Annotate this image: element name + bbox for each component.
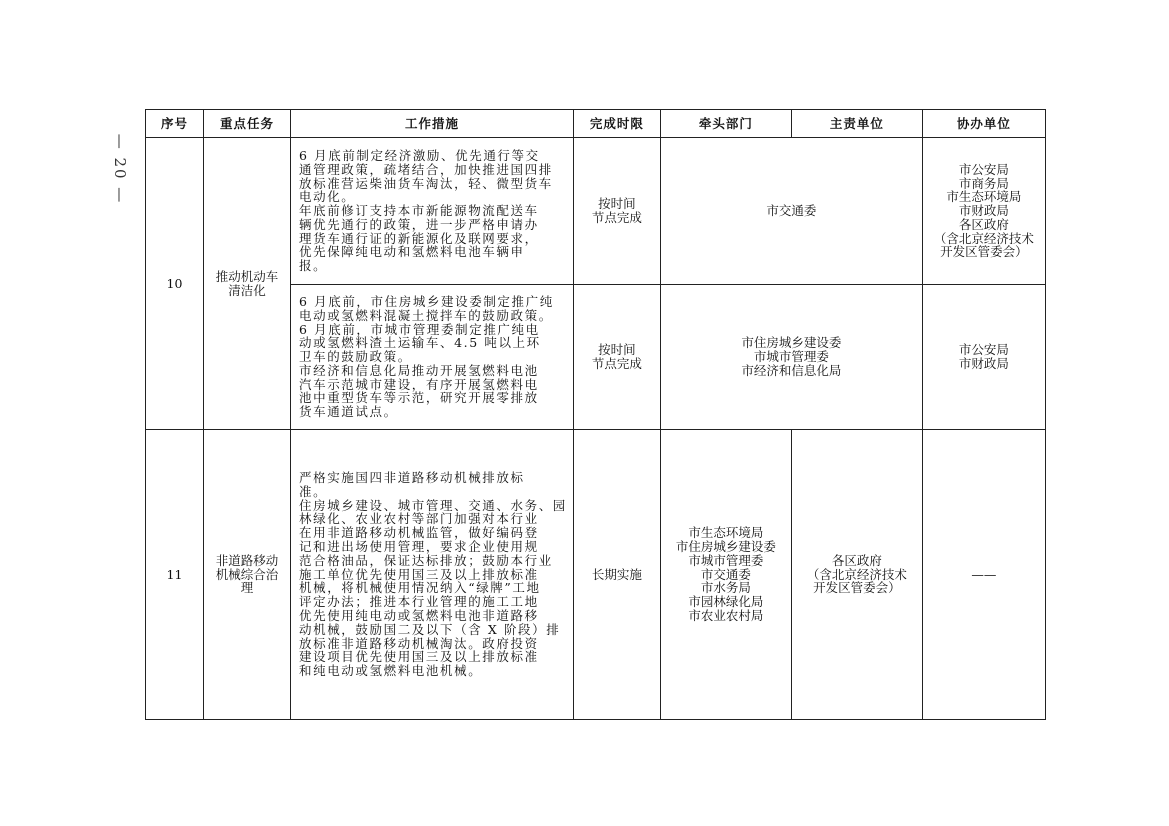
row-assist-unit <box>922 285 1045 430</box>
text-line: 6 月底前，市住房城乡建设委制定推广纯 <box>299 293 554 309</box>
text-line: 和纯电动或氢燃料电池机械。 <box>299 663 483 679</box>
text-line: 各区政府 <box>831 552 882 568</box>
text-line: 电动或氢燃料混凝土搅拌车的鼓励政策。 <box>299 307 553 323</box>
text-line: 理货车通行证的新能源化及联网要求， <box>299 230 539 246</box>
text-line: 报。 <box>299 258 328 274</box>
text-line: 市水务局 <box>700 580 751 596</box>
text-line: 长期实施 <box>591 566 642 582</box>
row-measures <box>291 285 574 430</box>
text-line: 推动机动车 <box>215 268 279 284</box>
text-line: 市交通委 <box>700 566 751 582</box>
text-line: 市经济和信息化局 <box>741 362 842 378</box>
row-number: 11 <box>146 430 204 720</box>
text-line: 市城市管理委 <box>688 552 764 568</box>
text-line: 动机械，鼓励国二及以下（含 X 阶段）排 <box>299 621 561 637</box>
row-deadline <box>573 138 660 285</box>
text-line: 市公安局 <box>958 342 1009 358</box>
text-line: 年底前修订支持本市新能源物流配送车 <box>299 203 539 219</box>
text-line: 记和进出场使用管理，要求企业使用规 <box>299 539 539 554</box>
text-line: 市城市管理委 <box>753 349 829 365</box>
row-task <box>204 138 291 430</box>
text-line: 动或氢燃料渣土运输车、4.5 吨以上环 <box>299 335 541 351</box>
text-line: 放标准营运柴油货车淘汰，轻、微型货车 <box>299 175 553 191</box>
text-line: 汽车示范城市建设，有序开展氢燃料电 <box>299 376 539 392</box>
text-line: 机械，将机械使用情况纳入“绿牌”工地 <box>299 580 541 596</box>
text-line: 市财政局 <box>958 203 1009 219</box>
text-line: 建设项目优先使用国三及以上排放标准 <box>299 649 539 665</box>
row-task <box>204 430 291 720</box>
row-measures <box>291 430 574 720</box>
text-line: 市交通委 <box>766 203 817 219</box>
text-line: 清洁化 <box>228 282 266 298</box>
header-deadline: 完成时限 <box>573 110 660 138</box>
header-measures: 工作措施 <box>291 110 574 138</box>
row-number: 10 <box>146 138 204 430</box>
text-line: 评定办法；推进本行业管理的施工工地 <box>299 594 539 610</box>
text-line: 卫车的鼓励政策。 <box>299 349 412 365</box>
text-line: 市商务局 <box>958 175 1009 191</box>
text-line: 市经济和信息化局推动开展氢燃料电池 <box>299 362 539 378</box>
text-line: 辆优先通行的政策，进一步严格申请办 <box>299 216 539 232</box>
text-line: 各区政府 <box>958 216 1009 232</box>
table-header-row <box>146 110 1046 138</box>
page-number: — 20 — <box>111 133 129 205</box>
row-deadline <box>573 285 660 430</box>
text-line: 放标准非道路移动机械淘汰。政府投资 <box>299 635 539 651</box>
text-line: 6 月底前制定经济激励、优先通行等交 <box>299 147 540 163</box>
row-lead-dept <box>660 430 791 720</box>
row-deadline <box>573 430 660 720</box>
task-table <box>145 109 1046 720</box>
text-line: —— <box>971 566 997 582</box>
text-line: 通管理政策，疏堵结合，加快推进国四排 <box>299 161 553 177</box>
table-row <box>146 430 1046 720</box>
table-row <box>146 138 1046 285</box>
text-line: 市生态环境局 <box>688 525 764 541</box>
text-line: 严格实施国四非道路移动机械排放标 <box>299 470 525 486</box>
row-assist-unit <box>922 138 1045 285</box>
text-line: 货车通道试点。 <box>299 404 398 420</box>
text-line: 节点完成 <box>591 356 642 371</box>
text-line: 准。 <box>299 483 328 499</box>
text-line: 优先保障纯电动和氢燃料电池车辆申 <box>299 244 525 260</box>
text-line: 市住房城乡建设委 <box>741 335 842 351</box>
text-line: 市住房城乡建设委 <box>675 539 776 554</box>
header-number: 序号 <box>146 110 204 138</box>
text-line: 市公安局 <box>958 161 1009 177</box>
text-line: 范合格油品，保证达标排放；鼓励本行业 <box>299 552 553 568</box>
header-main-unit: 主责单位 <box>791 110 922 138</box>
text-line: （含北京经济技术 <box>933 230 1034 246</box>
row-lead-dept <box>660 285 922 430</box>
text-line: 理 <box>240 580 254 596</box>
row-main-unit <box>791 430 922 720</box>
text-line: 在用非道路移动机械监管，做好编码登 <box>299 525 539 541</box>
text-line: 优先使用纯电动或氢燃料电池非道路移 <box>299 607 539 623</box>
text-line: 市园林绿化局 <box>688 594 764 610</box>
header-lead-dept: 牵头部门 <box>660 110 791 138</box>
header-assist-unit: 协办单位 <box>922 110 1045 138</box>
text-line: 开发区管委会） <box>813 580 901 596</box>
text-line: 电动化。 <box>299 189 356 205</box>
text-line: 市农业农村局 <box>688 607 764 623</box>
text-line: 非道路移动 <box>215 552 279 568</box>
text-line: 节点完成 <box>591 210 642 225</box>
text-line: 住房城乡建设、城市管理、交通、水务、园 <box>299 497 567 513</box>
text-line: 林绿化、农业农村等部门加强对本行业 <box>299 511 539 527</box>
text-line: 池中重型货车等示范，研究开展零排放 <box>299 390 539 406</box>
text-line: 按时间 <box>598 342 636 358</box>
row-measures <box>291 138 574 285</box>
row-lead-dept <box>660 138 922 285</box>
header-task: 重点任务 <box>204 110 291 138</box>
text-line: 市生态环境局 <box>946 189 1022 205</box>
text-line: 6 月底前，市城市管理委制定推广纯电 <box>299 321 540 337</box>
text-line: （含北京经济技术 <box>806 566 907 582</box>
row-assist-unit <box>922 430 1045 720</box>
text-line: 开发区管委会） <box>940 244 1028 260</box>
text-line: 按时间 <box>598 196 636 212</box>
text-line: 机械综合治 <box>215 566 279 582</box>
text-line: 施工单位优先使用国三及以上排放标准 <box>299 566 539 582</box>
text-line: 市财政局 <box>958 356 1009 371</box>
